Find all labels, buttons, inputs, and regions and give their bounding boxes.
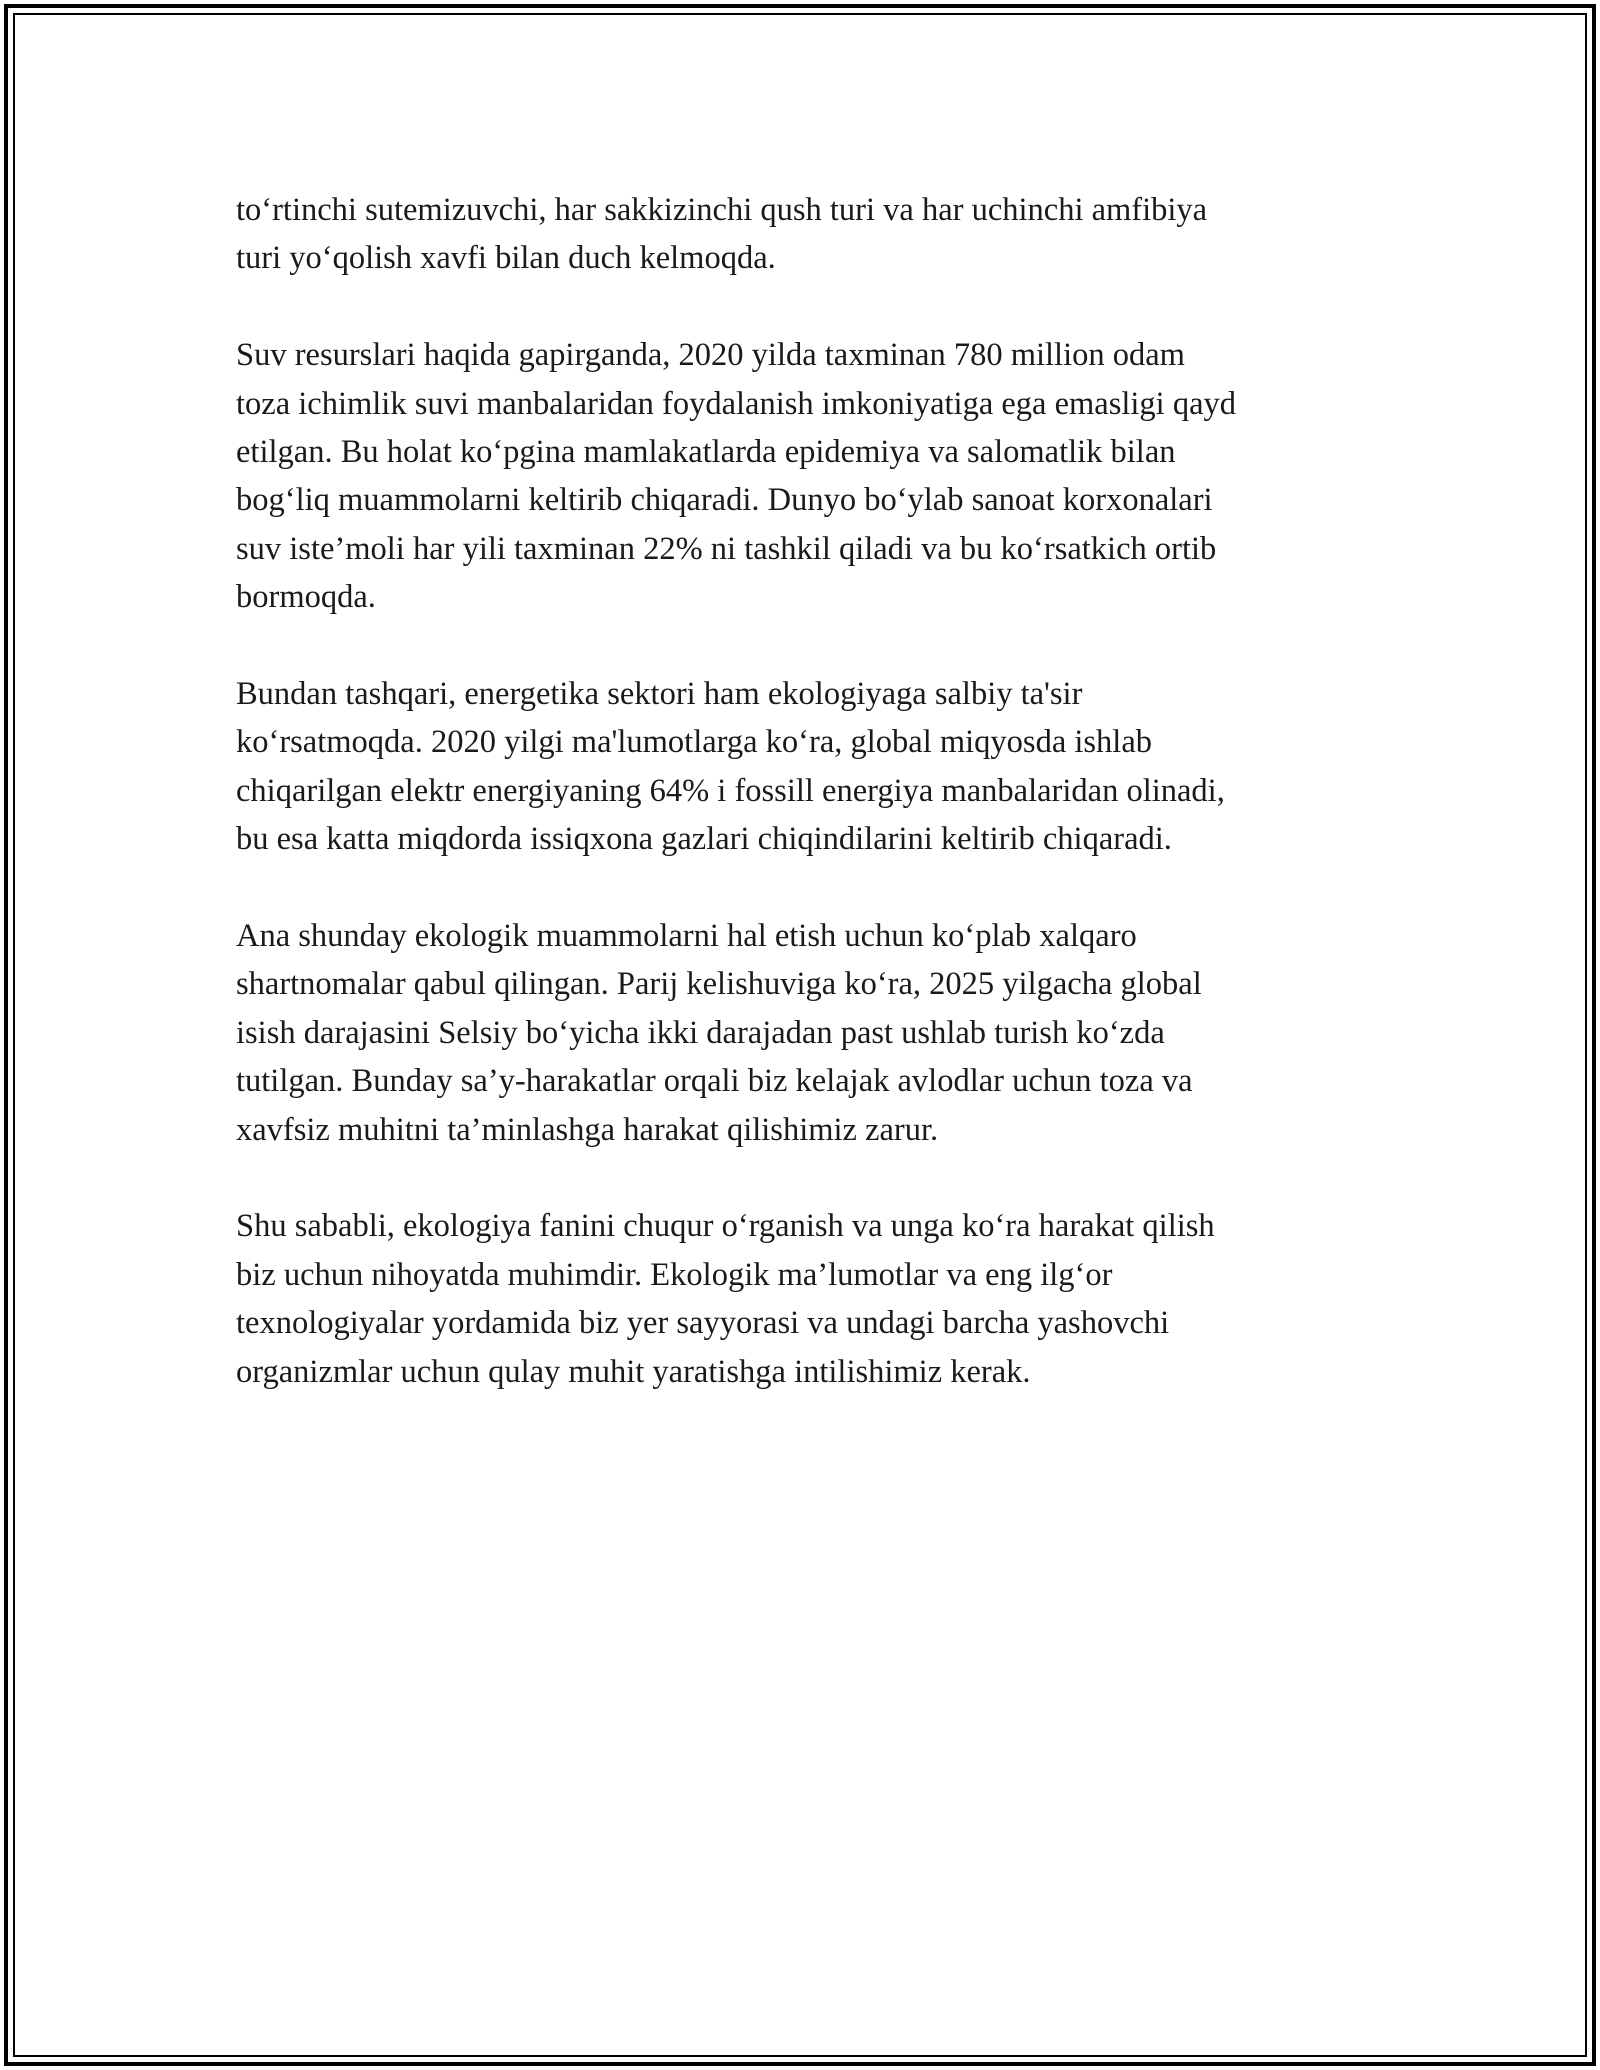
paragraph-4: Ana shunday ekologik muammolarni hal etish uchun ko‘plab xalqaro shartnomalar qabul qilingan. Parij kelishuviga ko‘ra, 2025 yilgacha global isish darajasini Selsiy bo‘yicha ikki darajadan past ushlab turish ko‘zda tutilgan. Bunday sa’y-harakatlar orqali biz kelajak avlodlar uchun toza va xavfsiz muhitni ta’minlashga harakat qilishimiz zarur. xyxy=(236,918,1202,1148)
paragraph-5: Shu sababli, ekologiya fanini chuqur o‘rganish va unga ko‘ra harakat qilish biz uchun nihoyatda muhimdir. Ekologik ma’lumotlar va eng ilg‘or texnologiyalar yordamida biz yer sayyorasi va undagi barcha yashovchi organizmlar uchun qulay muhit yaratishga intilishimiz kerak. xyxy=(236,1208,1215,1390)
document-body xyxy=(236,186,1386,1444)
paragraph-3: Bundan tashqari, energetika sektori ham ekologiyaga salbiy ta'sir ko‘rsatmoqda. 2020 yilgi ma'lumotlarga ko‘ra, global miqyosda ishlab chiqarilgan elektr energiyaning 64% i fossill energiya manbalaridan olinadi, bu esa katta miqdorda issiqxona gazlari chiqindilarini keltirib chiqaradi. xyxy=(236,676,1225,858)
paragraph-2: Suv resurslari haqida gapirganda, 2020 yilda taxminan 780 million odam toza ichimlik suvi manbalaridan foydalanish imkoniyatiga ega emasligi qayd etilgan. Bu holat ko‘pgina mamlakatlarda epidemiya va salomatlik bilan bog‘liq muammolarni keltirib chiqaradi. Dunyo bo‘ylab sanoat korxonalari suv iste’moli har yili taxminan 22% ni tashkil qiladi va bu ko‘rsatkich ortib bormoqda. xyxy=(236,337,1237,616)
paragraph-1: to‘rtinchi sutemizuvchi, har sakkizinchi qush turi va har uchinchi amfibiya turi yo‘qolish xavfi bilan duch kelmoqda. xyxy=(236,192,1208,277)
